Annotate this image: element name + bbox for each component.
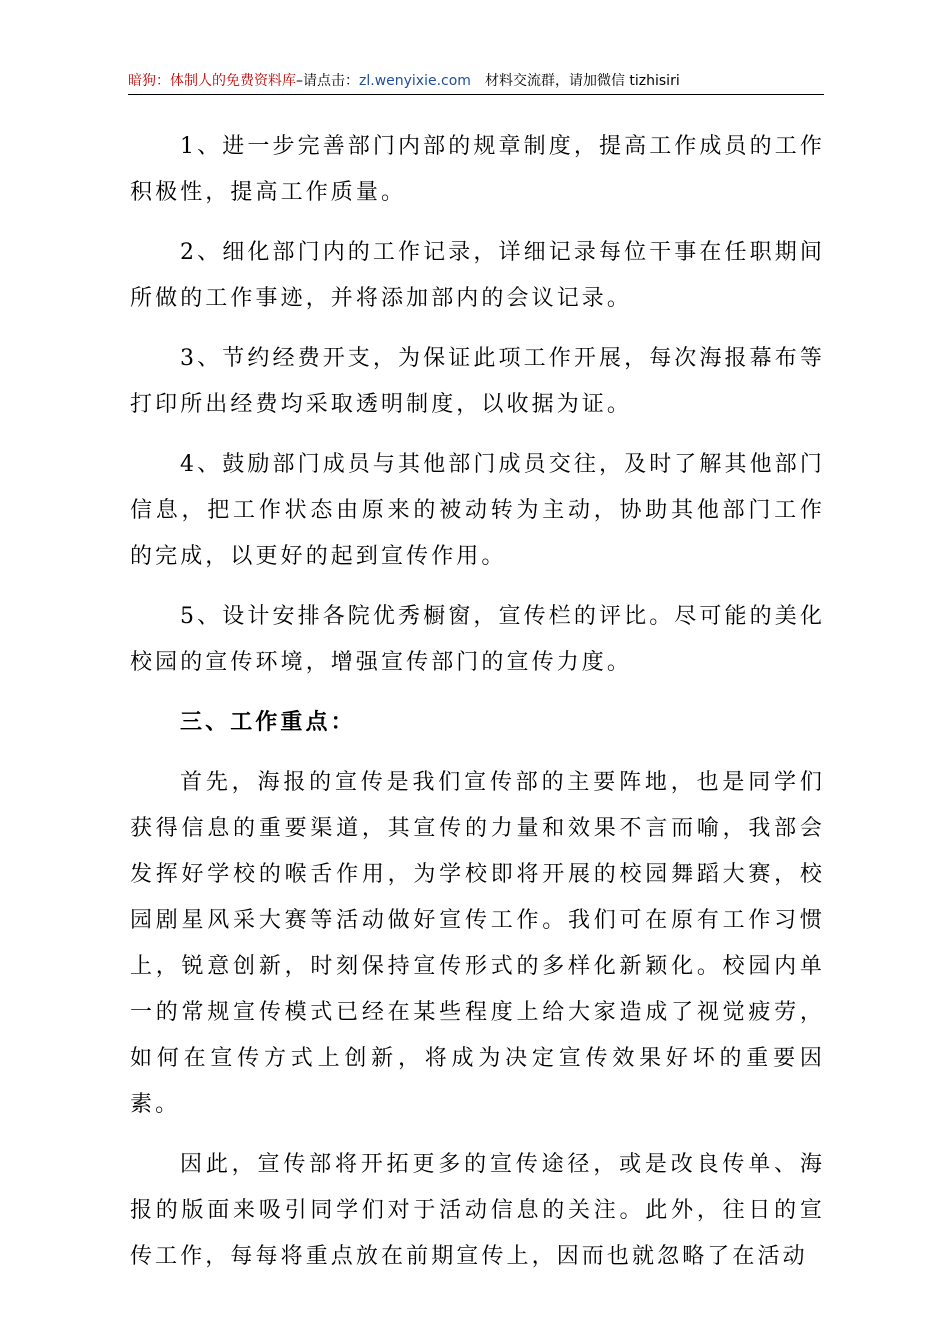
section-heading: 三、工作重点： [180,710,356,735]
header-wechat-note: 材料交流群，请加微信 tizhisiri [484,73,680,89]
header-url-link[interactable]: zl.wenyixie.com [359,73,471,89]
list-item-1: 1、进一步完善部门内部的规章制度，提高工作成员的工作积极性，提高工作质量。 [130,134,825,205]
list-item-4: 4、鼓励部门成员与其他部门成员交往，及时了解其他部门信息，把工作状态由原来的被动转为主动，协助其他部门工作的完成，以更好的起到宣传作用。 [130,452,825,569]
section-paragraph-2: 因此，宣传部将开拓更多的宣传途径，或是改良传单、海报的版面来吸引同学们对于活动信息的关注。此外，往日的宣传工作，每每将重点放在前期宣传上，因而也就忽略了在活动 [130,1152,825,1269]
document-body [130,124,825,1294]
list-item-2: 2、细化部门内的工作记录，详细记录每位干事在任职期间所做的工作事迹，并将添加部内的会议记录。 [130,240,825,311]
header-brand: 暗狗：体制人的免费资料库 [128,73,296,89]
list-item-5: 5、设计安排各院优秀橱窗，宣传栏的评比。尽可能的美化校园的宣传环境，增强宣传部门的宣传力度。 [130,604,825,675]
section-paragraph-1: 首先，海报的宣传是我们宣传部的主要阵地，也是同学们获得信息的重要渠道，其宣传的力量和效果不言而喻，我部会发挥好学校的喉舌作用，为学校即将开展的校园舞蹈大赛，校园剧星风采大赛等活动做好宣传工作。我们可在原有工作习惯上，锐意创新，时刻保持宣传形式的多样化新颖化。校园内单一的常规宣传模式已经在某些程度上给大家造成了视觉疲劳，如何在宣传方式上创新，将成为决定宣传效果好坏的重要因素。 [130,770,825,1117]
list-item-3: 3、节约经费开支，为保证此项工作开展，每次海报幕布等打印所出经费均采取透明制度，以收据为证。 [130,346,825,417]
page-header [128,70,824,95]
header-cta: –请点击： [296,73,359,89]
